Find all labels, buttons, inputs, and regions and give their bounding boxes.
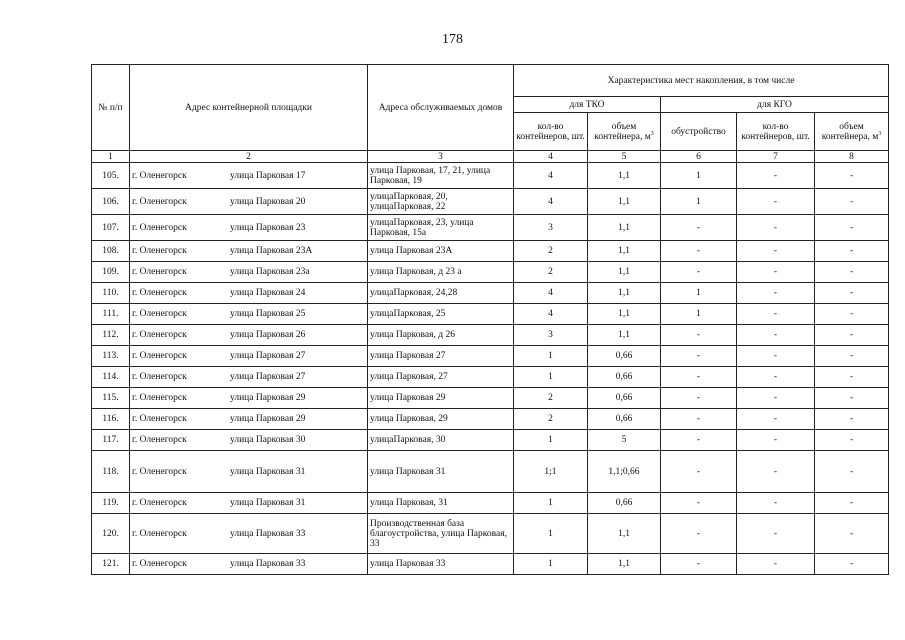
row-city: г. Оленегорск [132, 246, 187, 256]
row-kgo-count: - [737, 409, 815, 430]
row-tko-count: 3 [514, 215, 588, 241]
table-header [92, 65, 889, 163]
row-tko-count: 2 [514, 241, 588, 262]
row-city: г. Оленегорск [132, 267, 187, 277]
table-row [92, 189, 889, 215]
row-kgo-count: - [737, 430, 815, 451]
row-tko-count: 4 [514, 304, 588, 325]
row-kgo-volume: - [815, 189, 889, 215]
row-tko-count: 2 [514, 262, 588, 283]
row-tko-volume: 1,1 [588, 283, 661, 304]
row-kgo-volume: - [815, 430, 889, 451]
row-kgo-volume: - [815, 514, 889, 554]
row-tko-volume: 0,66 [588, 493, 661, 514]
column-number: 1 [92, 151, 130, 163]
row-address [130, 514, 368, 554]
row-tko-volume: 1,1 [588, 554, 661, 575]
table-row [92, 388, 889, 409]
row-street: улица Парковая 27 [230, 351, 306, 361]
row-houses: улица Парковая 29 [368, 388, 514, 409]
row-kgo-count: - [737, 262, 815, 283]
table-row [92, 514, 889, 554]
row-city: г. Оленегорск [132, 498, 187, 508]
row-kgo-volume: - [815, 304, 889, 325]
header-tko-count: кол-во контейнеров, шт. [514, 113, 588, 151]
row-number: 119. [92, 493, 130, 514]
row-address [130, 215, 368, 241]
row-tko-count: 1 [514, 554, 588, 575]
row-kgo-volume: - [815, 346, 889, 367]
row-tko-volume: 0,66 [588, 367, 661, 388]
table-row [92, 325, 889, 346]
row-tko-volume: 1,1 [588, 262, 661, 283]
table-row [92, 493, 889, 514]
row-kgo-arrangement: - [661, 493, 737, 514]
row-tko-volume: 1,1 [588, 189, 661, 215]
row-number: 115. [92, 388, 130, 409]
header-kgo-volume: объем контейнера, $м^3$ [815, 113, 889, 151]
row-houses: улица Парковая 23А [368, 241, 514, 262]
row-city: г. Оленегорск [132, 170, 187, 181]
row-street: улица Парковая 20 [230, 196, 306, 207]
row-kgo-volume: - [815, 262, 889, 283]
row-city: г. Оленегорск [132, 330, 187, 340]
table-row [92, 163, 889, 189]
container-sites-table [91, 64, 889, 575]
row-kgo-count: - [737, 189, 815, 215]
row-city: г. Оленегорск [132, 372, 187, 382]
row-street: улица Парковая 31 [230, 498, 306, 508]
row-tko-count: 1 [514, 346, 588, 367]
row-tko-count: 1 [514, 430, 588, 451]
row-houses: Производственная база благоустройства, улица Парковая, 33 [368, 514, 514, 554]
row-city: г. Оленегорск [132, 466, 187, 477]
row-kgo-volume: - [815, 554, 889, 575]
row-houses: улица Парковая 31 [368, 451, 514, 493]
row-houses: улица Парковая, д 26 [368, 325, 514, 346]
row-city: г. Оленегорск [132, 393, 187, 403]
row-city: г. Оленегорск [132, 351, 187, 361]
row-kgo-count: - [737, 241, 815, 262]
row-tko-volume: 5 [588, 430, 661, 451]
row-houses: улица Парковая 33 [368, 554, 514, 575]
header-kgo: для КГО [661, 97, 889, 113]
row-kgo-arrangement: 1 [661, 304, 737, 325]
row-kgo-arrangement: - [661, 346, 737, 367]
row-kgo-arrangement: - [661, 554, 737, 575]
row-address [130, 325, 368, 346]
row-houses: улица Парковая, 31 [368, 493, 514, 514]
table-row [92, 304, 889, 325]
header-tko: для ТКО [514, 97, 661, 113]
row-kgo-volume: - [815, 215, 889, 241]
row-tko-count: 4 [514, 283, 588, 304]
table-row [92, 451, 889, 493]
row-kgo-volume: - [815, 241, 889, 262]
row-city: г. Оленегорск [132, 222, 187, 233]
row-kgo-arrangement: 1 [661, 163, 737, 189]
row-address [130, 283, 368, 304]
header-num: № п/п [92, 65, 130, 151]
row-city: г. Оленегорск [132, 288, 187, 298]
row-tko-volume: 1,1 [588, 304, 661, 325]
row-tko-count: 4 [514, 163, 588, 189]
table-row [92, 215, 889, 241]
row-street: улица Парковая 33 [230, 559, 306, 569]
row-kgo-count: - [737, 554, 815, 575]
row-tko-count: 2 [514, 388, 588, 409]
row-houses: улица Парковая, 29 [368, 409, 514, 430]
row-tko-count: 4 [514, 189, 588, 215]
row-street: улица Парковая 26 [230, 330, 306, 340]
row-tko-volume: 1,1 [588, 241, 661, 262]
row-houses: улицаПарковая, 20, улицаПарковая, 22 [368, 189, 514, 215]
row-kgo-arrangement: 1 [661, 283, 737, 304]
row-number: 110. [92, 283, 130, 304]
row-number: 117. [92, 430, 130, 451]
header-houses: Адреса обслуживаемых домов [368, 65, 514, 151]
row-kgo-count: - [737, 493, 815, 514]
row-address [130, 262, 368, 283]
row-tko-count: 3 [514, 325, 588, 346]
column-number: 6 [661, 151, 737, 163]
row-city: г. Оленегорск [132, 559, 187, 569]
row-number: 108. [92, 241, 130, 262]
row-address [130, 451, 368, 493]
row-address [130, 554, 368, 575]
row-street: улица Парковая 24 [230, 288, 306, 298]
row-houses: улица Парковая 27 [368, 346, 514, 367]
header-kgo-arrangement: обустройство [661, 113, 737, 151]
table-row [92, 241, 889, 262]
row-kgo-arrangement: - [661, 451, 737, 493]
header-address: Адрес контейнерной площадки [130, 65, 368, 151]
row-street: улица Парковая 25 [230, 309, 306, 319]
row-tko-volume: 1,1 [588, 325, 661, 346]
table-row [92, 554, 889, 575]
row-address [130, 430, 368, 451]
table-row [92, 346, 889, 367]
row-kgo-volume: - [815, 325, 889, 346]
row-address [130, 493, 368, 514]
row-street: улица Парковая 33 [230, 528, 306, 539]
row-number: 106. [92, 189, 130, 215]
row-houses: улицаПарковая, 24,28 [368, 283, 514, 304]
row-number: 105. [92, 163, 130, 189]
row-city: г. Оленегорск [132, 414, 187, 424]
row-tko-volume: 1,1 [588, 163, 661, 189]
row-houses: улица Парковая, 27 [368, 367, 514, 388]
row-kgo-volume: - [815, 367, 889, 388]
table-row [92, 367, 889, 388]
table-row [92, 430, 889, 451]
column-number: 7 [737, 151, 815, 163]
row-houses: улицаПарковая, 25 [368, 304, 514, 325]
row-city: г. Оленегорск [132, 196, 187, 207]
row-kgo-arrangement: - [661, 262, 737, 283]
row-tko-count: 1 [514, 367, 588, 388]
row-tko-count: 1;1 [514, 451, 588, 493]
row-kgo-count: - [737, 215, 815, 241]
row-kgo-count: - [737, 283, 815, 304]
row-tko-volume: 0,66 [588, 346, 661, 367]
row-kgo-volume: - [815, 451, 889, 493]
row-number: 121. [92, 554, 130, 575]
row-kgo-count: - [737, 325, 815, 346]
row-street: улица Парковая 29 [230, 414, 306, 424]
row-number: 112. [92, 325, 130, 346]
page-number: 178 [442, 32, 463, 47]
row-address [130, 409, 368, 430]
row-number: 118. [92, 451, 130, 493]
column-number: 3 [368, 151, 514, 163]
row-address [130, 346, 368, 367]
row-street: улица Парковая 23 [230, 222, 306, 233]
row-kgo-count: - [737, 346, 815, 367]
row-city: г. Оленегорск [132, 528, 187, 539]
row-number: 107. [92, 215, 130, 241]
row-kgo-volume: - [815, 388, 889, 409]
row-kgo-arrangement: - [661, 367, 737, 388]
row-kgo-arrangement: - [661, 241, 737, 262]
row-address [130, 189, 368, 215]
table-row [92, 283, 889, 304]
column-numbers-row [92, 151, 889, 163]
row-number: 113. [92, 346, 130, 367]
row-kgo-volume: - [815, 409, 889, 430]
table-row [92, 409, 889, 430]
row-tko-volume: 0,66 [588, 388, 661, 409]
row-kgo-count: - [737, 367, 815, 388]
row-city: г. Оленегорск [132, 309, 187, 319]
row-number: 111. [92, 304, 130, 325]
row-tko-count: 1 [514, 514, 588, 554]
column-number: 5 [588, 151, 661, 163]
row-kgo-count: - [737, 304, 815, 325]
row-city: г. Оленегорск [132, 435, 187, 445]
row-kgo-arrangement: - [661, 514, 737, 554]
row-tko-volume: 0,66 [588, 409, 661, 430]
row-address [130, 304, 368, 325]
table-body [92, 163, 889, 575]
row-number: 109. [92, 262, 130, 283]
row-kgo-volume: - [815, 163, 889, 189]
row-number: 120. [92, 514, 130, 554]
row-street: улица Парковая 31 [230, 466, 306, 477]
row-kgo-volume: - [815, 283, 889, 304]
header-kgo-count: кол-во контейнеров, шт. [737, 113, 815, 151]
row-street: улица Парковая 29 [230, 393, 306, 403]
row-tko-volume: 1,1 [588, 514, 661, 554]
row-tko-count: 2 [514, 409, 588, 430]
row-street: улица Парковая 23А [230, 246, 313, 256]
row-address [130, 241, 368, 262]
row-number: 116. [92, 409, 130, 430]
row-kgo-arrangement: - [661, 215, 737, 241]
row-tko-volume: 1,1 [588, 215, 661, 241]
row-kgo-volume: - [815, 493, 889, 514]
header-characteristics: Характеристика мест накопления, в том числе [514, 65, 889, 97]
header-tko-volume: объем контейнера, $м^3$ [588, 113, 661, 151]
row-kgo-count: - [737, 514, 815, 554]
row-houses: улица Парковая, 17, 21, улица Парковая, 19 [368, 163, 514, 189]
row-address [130, 388, 368, 409]
column-number: 8 [815, 151, 889, 163]
row-street: улица Парковая 30 [230, 435, 306, 445]
row-kgo-arrangement: 1 [661, 189, 737, 215]
row-street: улица Парковая 17 [230, 170, 306, 181]
column-number: 4 [514, 151, 588, 163]
row-houses: улица Парковая, д 23 а [368, 262, 514, 283]
row-kgo-count: - [737, 451, 815, 493]
row-address [130, 367, 368, 388]
row-kgo-arrangement: - [661, 409, 737, 430]
table-row [92, 262, 889, 283]
row-kgo-arrangement: - [661, 325, 737, 346]
row-houses: улицаПарковая, 30 [368, 430, 514, 451]
row-houses: улицаПарковая, 23, улица Парковая, 15а [368, 215, 514, 241]
row-kgo-arrangement: - [661, 430, 737, 451]
row-tko-count: 1 [514, 493, 588, 514]
row-kgo-count: - [737, 388, 815, 409]
row-address [130, 163, 368, 189]
row-tko-volume: 1,1;0,66 [588, 451, 661, 493]
row-number: 114. [92, 367, 130, 388]
row-street: улица Парковая 27 [230, 372, 306, 382]
row-kgo-count: - [737, 163, 815, 189]
column-number: 2 [130, 151, 368, 163]
row-kgo-arrangement: - [661, 388, 737, 409]
row-street: улица Парковая 23а [230, 267, 310, 277]
